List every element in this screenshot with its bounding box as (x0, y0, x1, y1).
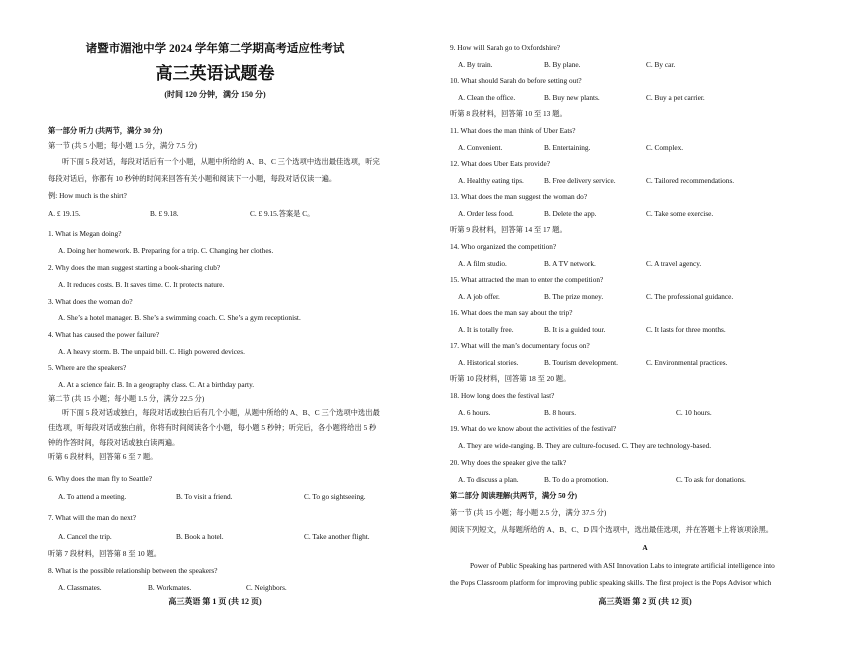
section2-instructions: 佳选项，听每段对话或独白前，你将有时间阅读各个小题，每小题 5 秒钟；听完后，各小题将给出 5 秒 (48, 423, 377, 432)
question-6: 6. Why does the man fly to Seattle? (48, 474, 153, 483)
question-11-option-c: C. Complex. (646, 143, 684, 152)
page-2 (430, 0, 860, 645)
question-20-option-c: C. To ask for donations. (676, 475, 746, 484)
question-7-option-c: C. Take another flight. (304, 532, 370, 541)
question-13-option-a: A. Order less food. (458, 209, 514, 218)
question-19: 19. What do we know about the activities of the festival? (450, 424, 617, 433)
section1-instructions: 听下面 5 段对话，每段对话后有一个小题，从题中所给的 A、B、C 三个选项中选出最佳选项，听完 (62, 157, 380, 166)
question-8-option-a: A. Classmates. (58, 583, 102, 592)
question-7: 7. What will the man do next? (48, 513, 137, 522)
question-15-option-b: B. The prize money. (544, 292, 604, 301)
page-footer: 高三英语 第 1 页 (共 12 页) (168, 597, 262, 606)
section2-instructions: 听下面 5 段对话或独白，每段对话或独白后有几个小题，从题中所给的 A、B、C 三个选项中选出最 (62, 408, 380, 417)
question-20-option-a: A. To discuss a plan. (458, 475, 519, 484)
question-7-option-a: A. Cancel the trip. (58, 532, 112, 541)
example-question: 例: How much is the shirt? (48, 191, 127, 200)
material-heading: 听第 7 段材料，回答第 8 至 10 题。 (48, 549, 162, 558)
question-14-option-b: B. A TV network. (544, 259, 596, 268)
question-12-option-c: C. Tailored recommendations. (646, 176, 735, 185)
question-6-option-b: B. To visit a friend. (176, 492, 233, 501)
question-6-option-a: A. To attend a meeting. (58, 492, 127, 501)
question-9-option-b: B. By plane. (544, 60, 581, 69)
material-heading: 听第 10 段材料，回答第 18 至 20 题。 (450, 374, 571, 383)
section2-title: 第二节 (共 15 小题；每小题 1.5 分，满分 22.5 分) (48, 394, 205, 403)
question-2: 2. Why does the man suggest starting a book-sharing club? (48, 263, 221, 272)
question-9-option-c: C. By car. (646, 60, 676, 69)
question-3-options: A. She’s a hotel manager. B. She’s a swimming coach. C. She’s a gym receptionist. (58, 313, 301, 322)
question-6-option-c: C. To go sightseeing. (304, 492, 366, 501)
question-10-option-c: C. Buy a pet carrier. (646, 93, 705, 102)
passage-text: the Pops Classroom platform for improving public speaking skills. The first project is the Pops Advisor which (450, 578, 772, 587)
question-1-options: A. Doing her homework. B. Preparing for a trip. C. Changing her clothes. (58, 246, 274, 255)
part2-section1-title: 第一节 (共 15 小题；每小题 2.5 分，满分 37.5 分) (450, 508, 607, 517)
question-16-option-a: A. It is totally free. (458, 325, 514, 334)
question-17: 17. What will the man’s documentary focus on? (450, 341, 590, 350)
question-16-option-c: C. It lasts for three months. (646, 325, 726, 334)
material-heading: 听第 8 段材料，回答第 10 至 13 题。 (450, 109, 567, 118)
question-8-option-b: B. Workmates. (148, 583, 192, 592)
question-12: 12. What does Uber Eats provide? (450, 159, 550, 168)
question-10-option-a: A. Clean the office. (458, 93, 516, 102)
question-15-option-c: C. The professional guidance. (646, 292, 734, 301)
question-13-option-b: B. Delete the app. (544, 209, 597, 218)
material-heading: 听第 9 段材料，回答第 14 至 17 题。 (450, 225, 567, 234)
section2-instructions: 钟的作答时间，每段对话或独白读两遍。 (48, 438, 180, 447)
question-11-option-b: B. Entertaining. (544, 143, 591, 152)
question-11-option-a: A. Convenient. (458, 143, 503, 152)
question-13: 13. What does the man suggest the woman do? (450, 192, 588, 201)
example-option: C. £ 9.15.答案是 C。 (250, 209, 315, 218)
question-14: 14. Who organized the competition? (450, 242, 557, 251)
question-8-option-c: C. Neighbors. (246, 583, 287, 592)
question-20: 20. Why does the speaker give the talk? (450, 458, 567, 467)
question-14-option-a: A. A film studio. (458, 259, 507, 268)
school-exam-title: 诸暨市湄池中学 2024 学年第二学期高考适应性考试 (85, 43, 345, 55)
paper-title: 高三英语试题卷 (155, 64, 275, 83)
question-4: 4. What has caused the power failure? (48, 330, 160, 339)
question-13-option-c: C. Take some exercise. (646, 209, 714, 218)
example-option: A. £ 19.15. (48, 209, 81, 218)
question-12-option-b: B. Free delivery service. (544, 176, 616, 185)
question-5: 5. Where are the speakers? (48, 363, 127, 372)
question-11: 11. What does the man think of Uber Eats? (450, 126, 576, 135)
question-18-option-c: C. 10 hours. (676, 408, 712, 417)
question-18-option-a: A. 6 hours. (458, 408, 491, 417)
passage-text: Power of Public Speaking has partnered with ASI Innovation Labs to integrate artificial intelligence into (470, 561, 775, 570)
question-3: 3. What does the woman do? (48, 297, 133, 306)
question-5-options: A. At a science fair. B. In a geography class. C. At a birthday party. (58, 380, 255, 389)
question-20-option-b: B. To do a promotion. (544, 475, 609, 484)
question-17-option-b: B. Tourism development. (544, 358, 618, 367)
question-1: 1. What is Megan doing? (48, 229, 122, 238)
question-12-option-a: A. Healthy eating tips. (458, 176, 524, 185)
section1-instructions: 每段对话后，你都有 10 秒钟的时间来回答有关小题和阅读下一小题，每段对话仅读一遍。 (48, 174, 337, 183)
question-9-option-a: A. By train. (458, 60, 493, 69)
question-18-option-b: B. 8 hours. (544, 408, 577, 417)
question-17-option-c: C. Environmental practices. (646, 358, 728, 367)
page-footer: 高三英语 第 2 页 (共 12 页) (598, 597, 692, 606)
question-14-option-c: C. A travel agency. (646, 259, 702, 268)
question-10: 10. What should Sarah do before setting out? (450, 76, 582, 85)
question-19-options: A. They are wide-ranging. B. They are culture-focused. C. They are technology-based. (458, 441, 712, 450)
question-17-option-a: A. Historical stories. (458, 358, 519, 367)
question-15: 15. What attracted the man to enter the competition? (450, 275, 604, 284)
question-8: 8. What is the possible relationship between the speakers? (48, 566, 218, 575)
section1-title: 第一节 (共 5 小题；每小题 1.5 分，满分 7.5 分) (48, 141, 197, 150)
example-option: B. £ 9.18. (150, 209, 179, 218)
question-4-options: A. A heavy storm. B. The unpaid bill. C. High powered devices. (58, 347, 245, 356)
question-10-option-b: B. Buy new plants. (544, 93, 600, 102)
passage-label: A (642, 543, 648, 552)
question-9: 9. How will Sarah go to Oxfordshire? (450, 43, 561, 52)
question-15-option-a: A. A job offer. (458, 292, 500, 301)
time-score-note: (时间 120 分钟，满分 150 分) (164, 90, 266, 99)
material-heading: 听第 6 段材料，回答第 6 至 7 题。 (48, 452, 158, 461)
question-16: 16. What does the man say about the trip? (450, 308, 573, 317)
part1-title: 第一部分 听力 (共两节，满分 30 分) (48, 126, 163, 135)
question-7-option-b: B. Book a hotel. (176, 532, 224, 541)
part2-instructions: 阅读下列短文，从每题所给的 A、B、C、D 四个选项中，选出最佳选项，并在答题卡上将该项涂黑。 (450, 525, 774, 534)
question-2-options: A. It reduces costs. B. It saves time. C. It protects nature. (58, 280, 225, 289)
question-18: 18. How long does the festival last? (450, 391, 555, 400)
part2-title: 第二部分 阅读理解(共两节，满分 50 分) (450, 491, 578, 500)
question-16-option-b: B. It is a guided tour. (544, 325, 606, 334)
